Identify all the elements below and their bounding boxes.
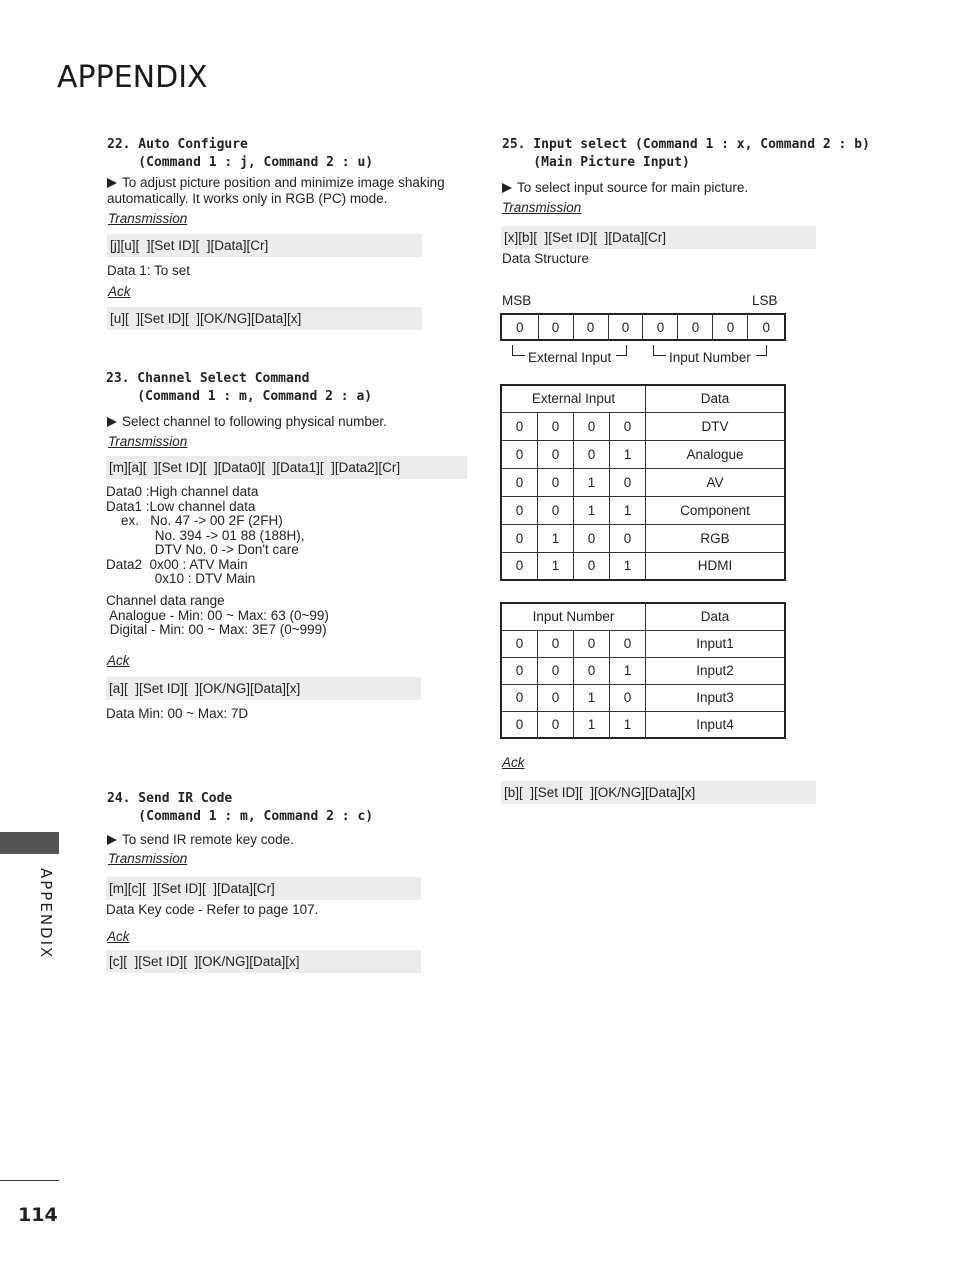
bit-cell: 0: [610, 468, 646, 496]
section-25-desc-text: To select input source for main picture.: [517, 180, 749, 195]
bit-cell: 0: [538, 711, 574, 738]
bit-cell: 0: [538, 657, 574, 684]
section-24-data-note: Data Key code - Refer to page 107.: [106, 902, 319, 917]
bit-cell: 1: [538, 524, 574, 552]
section-24-desc-text: To send IR remote key code.: [122, 832, 294, 847]
data-cell: Analogue: [646, 440, 786, 468]
input-number-bracket-right: [756, 345, 767, 356]
section-22-data-note: Data 1: To set: [107, 263, 191, 278]
table-row: [501, 440, 785, 468]
bit-cell: 1: [610, 552, 646, 580]
section-22-heading: 22. Auto Configure (Command 1 : j, Command 2 : u): [107, 137, 374, 170]
bit-cell: 0: [713, 314, 748, 340]
bit-cell: 0: [501, 412, 538, 440]
bullet-arrow-icon: [107, 417, 117, 427]
page-number: 114: [18, 1204, 58, 1226]
bit-cell: 0: [538, 314, 573, 340]
data-cell: Input3: [646, 684, 786, 711]
page-number-rule: [0, 1180, 59, 1181]
bit-cell: 1: [574, 711, 610, 738]
section-23-heading: 23. Channel Select Command (Command 1 : m, Command 2 : a): [106, 371, 373, 404]
sidebar-label: APPENDIX: [37, 868, 55, 960]
bullet-arrow-icon: [107, 835, 117, 845]
section-23-data-note: Data Min: 00 ~ Max: 7D: [106, 706, 249, 721]
section-23-transmission-label: Transmission: [108, 434, 188, 449]
bit-cell: 1: [574, 496, 610, 524]
data-cell: HDMI: [646, 552, 786, 580]
section-24-heading: 24. Send IR Code (Command 1 : m, Command 2 : c): [107, 791, 374, 824]
section-22-transmission-command: [j][u][ ][Set ID][ ][Data][Cr]: [107, 234, 422, 257]
bit-cell: 0: [538, 468, 574, 496]
bit-cell: 0: [501, 657, 538, 684]
table-header-cell: Input Number: [501, 603, 646, 630]
section-24-description: [107, 832, 467, 848]
data-cell: Input1: [646, 630, 786, 657]
input-number-label: Input Number: [669, 350, 751, 365]
bit-row: [501, 314, 785, 340]
sidebar-tab: [0, 832, 59, 854]
data-cell: AV: [646, 468, 786, 496]
bit-cell: 0: [538, 440, 574, 468]
table-row: [501, 630, 785, 657]
section-23-ack-command: [a][ ][Set ID][ ][OK/NG][Data][x]: [106, 677, 421, 700]
bit-cell: 0: [501, 496, 538, 524]
data-cell: Component: [646, 496, 786, 524]
section-24-ack-label: Ack: [107, 929, 130, 944]
section-24-transmission-command: [m][c][ ][Set ID][ ][Data][Cr]: [106, 877, 421, 900]
table-row: [501, 468, 785, 496]
section-23-range-block: Channel data range Analogue - Min: 00 ~ Max: 63 (0~99) Digital - Min: 00 ~ Max: 3E7 (0~999): [106, 593, 329, 637]
bit-cell: 0: [501, 440, 538, 468]
table-header-cell: Data: [646, 603, 786, 630]
bit-structure-table: [500, 313, 786, 341]
section-24-ack-command: [c][ ][Set ID][ ][OK/NG][Data][x]: [106, 950, 421, 973]
page-title: APPENDIX: [57, 60, 208, 95]
external-input-bracket-right: [616, 345, 627, 356]
section-25-data-structure-label: Data Structure: [502, 251, 590, 266]
table-row: [501, 412, 785, 440]
bit-cell: 0: [574, 552, 610, 580]
input-number-bracket-left: [653, 345, 666, 356]
bit-cell: 0: [501, 314, 538, 340]
bit-cell: 0: [501, 524, 538, 552]
bit-cell: 1: [610, 496, 646, 524]
data-cell: Input2: [646, 657, 786, 684]
bit-cell: 0: [574, 630, 610, 657]
section-25-heading: 25. Input select (Command 1 : x, Command 2 : b) (Main Picture Input): [502, 137, 870, 170]
bit-cell: 0: [643, 314, 678, 340]
bit-cell: 0: [574, 440, 610, 468]
table-row: [501, 711, 785, 738]
section-23-desc-text: Select channel to following physical number.: [122, 414, 387, 429]
bit-cell: 1: [610, 440, 646, 468]
bit-cell: 0: [538, 630, 574, 657]
bullet-arrow-icon: [502, 183, 512, 193]
bit-cell: 0: [501, 552, 538, 580]
table-row: [501, 684, 785, 711]
bit-cell: 0: [748, 314, 785, 340]
section-25-ack-command: [b][ ][Set ID][ ][OK/NG][Data][x]: [501, 781, 816, 804]
bit-cell: 1: [574, 684, 610, 711]
bit-cell: 1: [610, 711, 646, 738]
external-input-table: [500, 384, 786, 581]
bit-cell: 0: [501, 630, 538, 657]
section-22-desc-text: To adjust picture position and minimize image shaking automatically. It works only in RGB (PC) mode.: [107, 175, 445, 206]
section-25-transmission-label: Transmission: [502, 200, 582, 215]
table-header-cell: External Input: [501, 385, 646, 412]
bit-cell: 0: [501, 711, 538, 738]
bit-cell: 0: [574, 412, 610, 440]
bit-cell: 0: [501, 684, 538, 711]
section-22-transmission-label: Transmission: [108, 211, 188, 226]
table-row: [501, 496, 785, 524]
bit-cell: 0: [610, 630, 646, 657]
bit-cell: 1: [610, 657, 646, 684]
section-25-transmission-command: [x][b][ ][Set ID][ ][Data][Cr]: [501, 226, 816, 249]
section-25-ack-label: Ack: [502, 755, 525, 770]
bit-cell: 0: [610, 684, 646, 711]
data-cell: Input4: [646, 711, 786, 738]
bit-cell: 0: [574, 657, 610, 684]
section-25-description: [502, 180, 862, 196]
bit-cell: 0: [538, 684, 574, 711]
section-22-ack-label: Ack: [108, 284, 131, 299]
bit-cell: 0: [573, 314, 608, 340]
section-23-data-block: Data0 :High channel data Data1 :Low channel data ex. No. 47 -> 00 2F (2FH) No. 394 -> 01 88 (188H), DTV No. 0 -> Don't care Data2 0x00 : ATV Main 0x10 : DTV Main: [106, 484, 305, 586]
bit-cell: 0: [610, 524, 646, 552]
external-input-label: External Input: [528, 350, 612, 365]
lsb-label: LSB: [752, 293, 778, 308]
data-cell: DTV: [646, 412, 786, 440]
bit-cell: 0: [538, 412, 574, 440]
section-23-description: [107, 414, 467, 430]
data-cell: RGB: [646, 524, 786, 552]
bit-cell: 0: [538, 496, 574, 524]
table-row: [501, 657, 785, 684]
section-24-transmission-label: Transmission: [108, 851, 188, 866]
section-23-transmission-command: [m][a][ ][Set ID][ ][Data0][ ][Data1][ ][Data2][Cr]: [106, 456, 467, 479]
table-header-row: [501, 385, 785, 412]
section-22-description: [107, 175, 467, 207]
table-row: [501, 552, 785, 580]
bit-cell: 0: [574, 524, 610, 552]
input-number-table: [500, 602, 786, 739]
external-input-bracket-left: [512, 345, 525, 356]
bit-cell: 1: [538, 552, 574, 580]
table-row: [501, 524, 785, 552]
msb-label: MSB: [502, 293, 532, 308]
bit-cell: 0: [501, 468, 538, 496]
bit-cell: 1: [574, 468, 610, 496]
section-23-ack-label: Ack: [107, 653, 130, 668]
bit-cell: 0: [608, 314, 643, 340]
bit-cell: 0: [678, 314, 713, 340]
section-22-ack-command: [u][ ][Set ID][ ][OK/NG][Data][x]: [107, 307, 422, 330]
table-header-row: [501, 603, 785, 630]
bit-cell: 0: [610, 412, 646, 440]
bullet-arrow-icon: [107, 178, 117, 188]
table-header-cell: Data: [646, 385, 786, 412]
